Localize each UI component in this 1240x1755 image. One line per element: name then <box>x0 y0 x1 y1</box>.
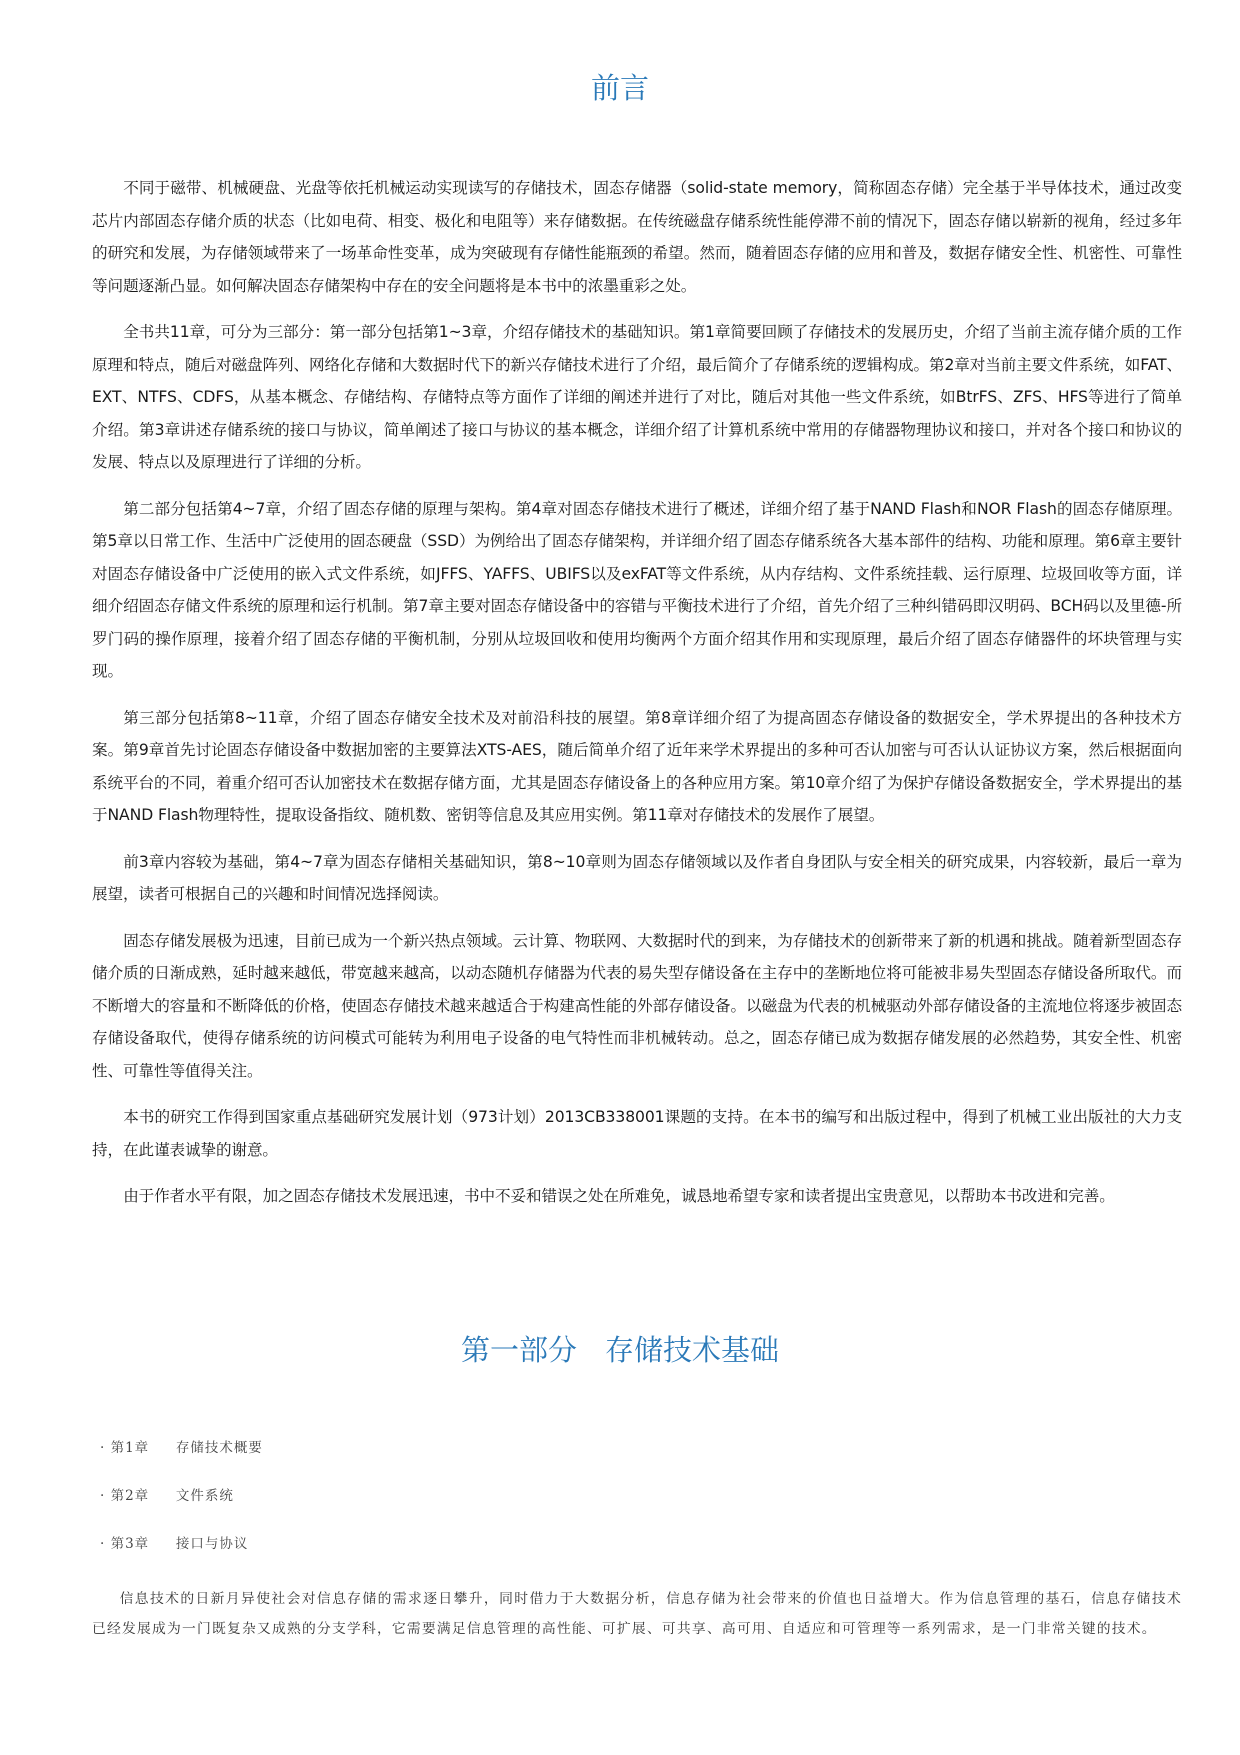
preface-paragraph: 由于作者水平有限，加之固态存储技术发展迅速，书中不妥和错误之处在所难免，诚恳地希望专家和读者提出宝贵意见，以帮助本书改进和完善。 <box>123 1187 1115 1205</box>
bullet: · <box>100 1488 106 1504</box>
chapter-number: 第1章 <box>110 1440 150 1456</box>
chapter-link-2[interactable] <box>100 1485 700 1507</box>
chapter-title: 文件系统 <box>175 1488 234 1504</box>
part-name: 存储技术基础 <box>605 1333 780 1367</box>
preface-paragraph: 全书共11章，可分为三部分：第一部分包括第1~3章，介绍存储技术的基础知识。第1章简要回顾了存储技术的发展历史，介绍了当前主流存储介质的工作原理和特点，随后对磁盘阵列、网络化存储和大数据时代下的新兴存储技术进行了介绍，最后简介了存储系统的逻辑构成。第2章对当前主要文件系统，如FAT、EXT、NTFS、CDFS，从基本概念、存储结构、存储特点等方面作了详细的阐述并进行了对比，随后对其他一些文件系统，如BtrFS、ZFS、HFS等进行了简单介绍。第3章讲述存储系统的接口与协议，简单阐述了接口与协议的基本概念，详细介绍了计算机系统中常用的存储器物理协议和接口，并对各个接口和协议的发展、特点以及原理进行了详细的分析。 <box>92 323 1182 471</box>
preface-title: 前言 <box>590 71 649 105</box>
chapter-number: 第3章 <box>110 1536 150 1552</box>
chapter-link-3[interactable] <box>100 1533 700 1555</box>
preface-paragraph: 第三部分包括第8~11章，介绍了固态存储安全技术及对前沿科技的展望。第8章详细介绍了为提高固态存储设备的数据安全，学术界提出的各种技术方案。第9章首先讨论固态存储设备中数据加密的主要算法XTS-AES，随后简单介绍了近年来学术界提出的多种可否认加密与可否认认证协议方案，然后根据面向系统平台的不同，着重介绍可否认加密技术在数据存储方面，尤其是固态存储设备上的各种应用方案。第10章介绍了为保护存储设备数据安全，学术界提出的基于NAND Flash物理特性，提取设备指纹、随机数、密钥等信息及其应用实例。第11章对存储技术的发展作了展望。 <box>92 708 1182 824</box>
chapter-list <box>100 1437 700 1581</box>
chapter-number: 第2章 <box>110 1488 150 1504</box>
preface-paragraph: 前3章内容较为基础，第4~7章为固态存储相关基础知识，第8~10章则为固态存储领域以及作者自身团队与安全相关的研究成果，内容较新，最后一章为展望，读者可根据自己的兴趣和时间情况选择阅读。 <box>92 852 1182 903</box>
bullet: · <box>100 1536 106 1552</box>
preface-paragraph: 固态存储发展极为迅速，目前已成为一个新兴热点领域。云计算、物联网、大数据时代的到来，为存储技术的创新带来了新的机遇和挑战。随着新型固态存储介质的日渐成熟，延时越来越低，带宽越来越高，以动态随机存储器为代表的易失型存储设备在主存中的垄断地位将可能被非易失型固态存储设备所取代。而不断增大的容量和不断降低的价格，使固态存储技术越来越适合于构建高性能的外部存储设备。以磁盘为代表的机械驱动外部存储设备的主流地位将逐步被固态存储设备取代，使得存储系统的访问模式可能转为利用电子设备的电气特性而非机械转动。总之，固态存储已成为数据存储发展的必然趋势，其安全性、机密性、可靠性等值得关注。 <box>92 931 1182 1080</box>
preface-body <box>92 172 1182 1227</box>
bullet: · <box>100 1440 106 1456</box>
preface-paragraph: 本书的研究工作得到国家重点基础研究发展计划（973计划）2013CB338001课题的支持。在本书的编写和出版过程中，得到了机械工业出版社的大力支持，在此谨表诚挚的谢意。 <box>92 1108 1182 1159</box>
preface-paragraph: 不同于磁带、机械硬盘、光盘等依托机械运动实现读写的存储技术，固态存储器（solid-state memory，简称固态存储）完全基于半导体技术，通过改变芯片内部固态存储介质的状态（比如电荷、相变、极化和电阻等）来存储数据。在传统磁盘存储系统性能停滞不前的情况下，固态存储以崭新的视角，经过多年的研究和发展，为存储领域带来了一场革命性变革，成为突破现有存储性能瓶颈的希望。然而，随着固态存储的应用和普及，数据存储安全性、机密性、可靠性等问题逐渐凸显。如何解决固态存储架构中存在的安全问题将是本书中的浓墨重彩之处。 <box>92 179 1182 295</box>
chapter-link-1[interactable] <box>100 1437 700 1459</box>
part-label: 第一部分 <box>460 1333 577 1367</box>
preface-paragraph: 第二部分包括第4~7章，介绍了固态存储的原理与架构。第4章对固态存储技术进行了概述，详细介绍了基于NAND Flash和NOR Flash的固态存储原理。第5章以日常工作、生活中广泛使用的固态硬盘（SSD）为例给出了固态存储架构，并详细介绍了固态存储系统各大基本部件的结构、功能和原理。第6章主要针对固态存储设备中广泛使用的嵌入式文件系统，如JFFS、YAFFS、UBIFS以及exFAT等文件系统，从内存结构、文件系统挂载、运行原理、垃圾回收等方面，详细介绍固态存储文件系统的原理和运行机制。第7章主要对固态存储设备中的容错与平衡技术进行了介绍，首先介绍了三种纠错码即汉明码、BCH码以及里德-所罗门码的操作原理，接着介绍了固态存储的平衡机制，分别从垃圾回收和使用均衡两个方面介绍其作用和实现原理，最后介绍了固态存储器件的坏块管理与实现。 <box>92 499 1182 680</box>
part-one-title <box>0 1330 1240 1370</box>
chapter-title: 接口与协议 <box>175 1536 249 1552</box>
part-one-intro: 信息技术的日新月异使社会对信息存储的需求逐日攀升，同时借力于大数据分析，信息存储为社会带来的价值也日益增大。作为信息管理的基石，信息存储技术已经发展成为一门既复杂又成熟的分支学科，它需要满足信息管理的高性能、可扩展、可共享、高可用、自适应和可管理等一系列需求，是一门非常关键的技术。 <box>92 1591 1182 1637</box>
chapter-title: 存储技术概要 <box>175 1440 263 1456</box>
